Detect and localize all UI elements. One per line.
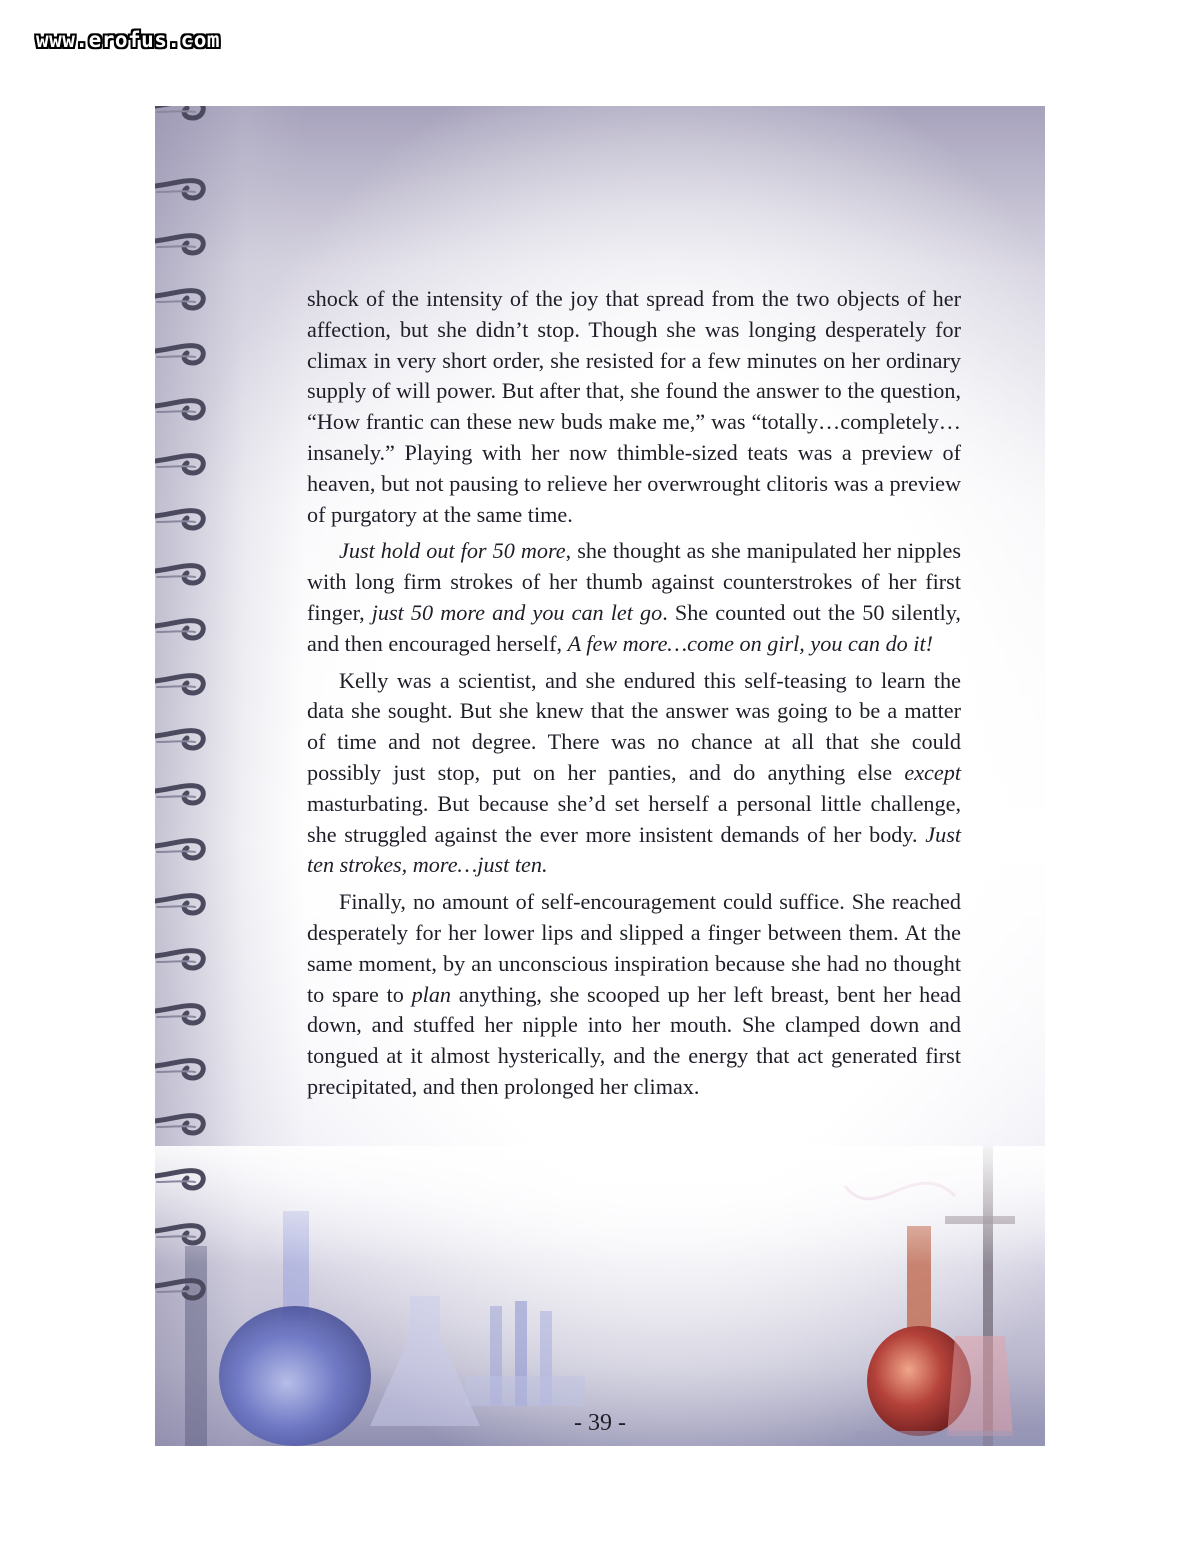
paragraph-4 (307, 887, 961, 1103)
italic-text: Just ten strokes, more…just ten. (307, 821, 961, 878)
paragraph-3 (307, 666, 961, 882)
book-page (155, 106, 1045, 1446)
italic-text: Just hold out for 50 more (339, 538, 566, 564)
watermark-text: www.erofus.com (36, 28, 221, 52)
text-run: Finally, no amount of self-encouragement could suffice. She reached desperately for her lower lips and slipped a finger between them. At the same moment, by an unconscious inspiration because she had no thought to spare to (307, 889, 961, 1007)
text-run: masturbating. But because she’d set herself a personal little challenge, she struggled against the ever more insistent demands of her body. (307, 790, 961, 847)
italic-text: plan (411, 981, 452, 1007)
spiral-binding (155, 106, 235, 1446)
italic-text: A few more…come on girl, you can do it! (567, 630, 934, 656)
text-run: Kelly was a scientist, and she endured this self-teasing to learn the data she sought. But she knew that the answer was going to be a matter of time and not degree. There was no chance at all that she could possibly just stop, put on her panties, and do anything else (307, 667, 961, 785)
text-run: shock of the intensity of the joy that spread from the two objects of her affection, but she didn’t stop. Though she was longing desperately for climax in very short order, she resisted for a few minutes on her ordinary supply of will power. But after that, she found the answer to the question, “How frantic can these new buds make me,” was “totally…completely…insanely.” Playing with her now thimble-sized teats was a preview of heaven, but not pausing to relieve her overwrought clitoris was a preview of purgatory at the same time. (307, 286, 961, 527)
paragraph-2 (307, 536, 961, 659)
italic-text: just 50 more and you can let go (371, 599, 663, 625)
page-number: - 39 - (574, 1410, 626, 1436)
text-run: , she thought as she manipulated her nipples with long firm strokes of her thumb against counterstrokes of her first finger, (307, 538, 961, 625)
text-run: anything, she scooped up her left breast, bent her head down, and stuffed her nipple into her mouth. She clamped down and tongued at it almost hysterically, and the energy that act generated first precipitated, and then prolonged her climax. (307, 981, 961, 1099)
paragraph-1 (307, 284, 961, 530)
text-run: . She counted out the 50 silently, and then encouraged herself, (307, 599, 961, 656)
italic-text: except (904, 759, 961, 785)
body-text (307, 284, 961, 1109)
